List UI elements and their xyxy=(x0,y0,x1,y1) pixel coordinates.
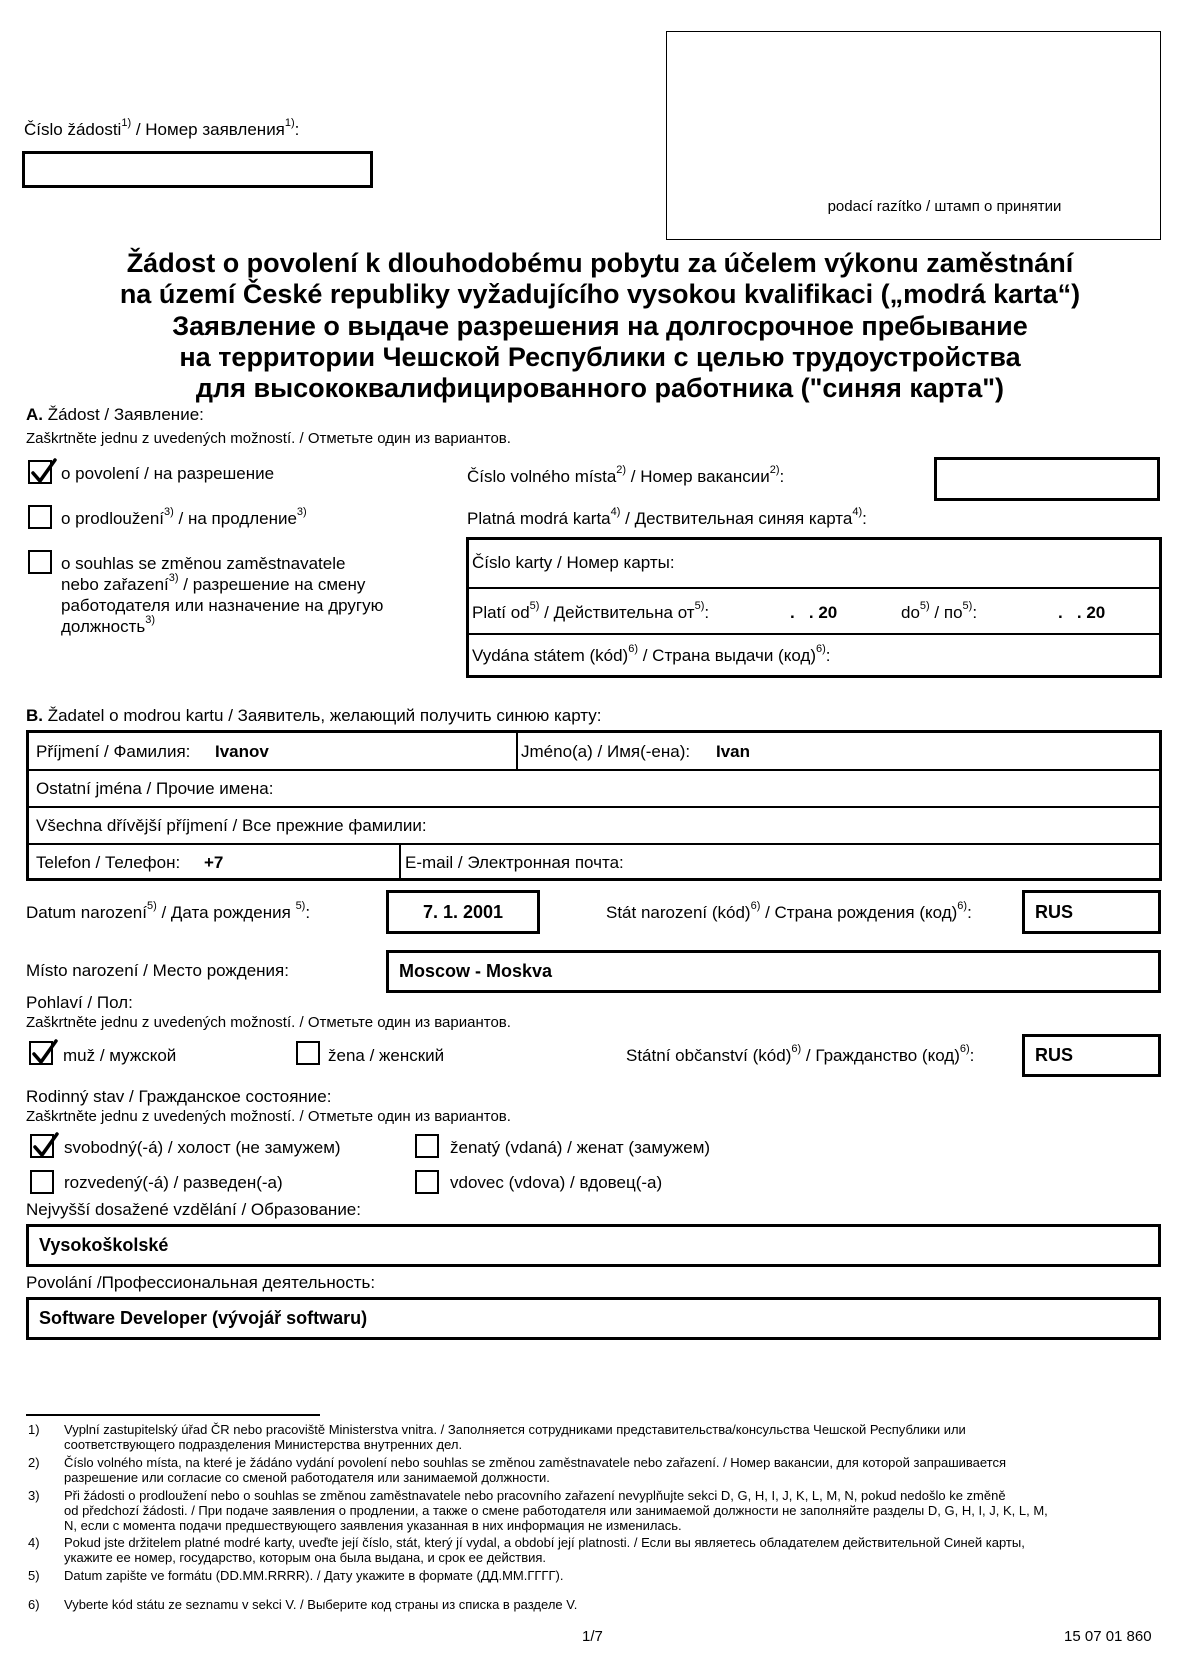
footnote-text: Číslo volného místa, na které je žádáno vydání povolení nebo souhlas se změnou zaměstnavatele nebo zařazení. / Номер вакансии, для которой запрашивается разрешение или согласие со сменой работодателя или занимаемой должности. xyxy=(64,1455,1007,1485)
given-name-label: Jméno(a) / Имя(-ена): xyxy=(521,742,691,761)
marital-single-checkbox[interactable] xyxy=(30,1134,54,1158)
title-ru-line3: для высококвалифицированного работника ("синяя карта") xyxy=(195,373,1005,403)
checkmark-icon xyxy=(29,1037,59,1069)
marital-married-label: ženatý (vdaná) / женат (замужем) xyxy=(450,1138,711,1157)
marital-label: Rodinný stav / Гражданское состояние: xyxy=(26,1087,332,1106)
option-extension-label: o prodloužení$^{3)}$ / на продление$^{3)}$ xyxy=(61,506,307,528)
valid-from-label: Platí $od^{5)}$ / Действительна $от^{5)}$: xyxy=(472,600,710,622)
option-permit-label: o povolení / на разрешение xyxy=(61,464,275,483)
birth-place-field[interactable]: Moscow - Moskva xyxy=(386,950,1161,993)
footnote-text: Datum zapište ve formátu (DD.MM.RRRR). / Дату укажите в формате (ДД.ММ.ГГГГ). xyxy=(64,1568,564,1583)
section-b-heading: B. Žadatel o modrou kartu / Заявитель, желающий получить синюю карту: xyxy=(26,706,602,725)
option-permit-checkbox[interactable] xyxy=(28,460,52,484)
surname-value[interactable]: Ivanov xyxy=(215,742,269,761)
footnote-number: 1) xyxy=(28,1422,40,1437)
valid-to-value[interactable]: . . 20 xyxy=(1058,603,1106,622)
marital-divorced-checkbox[interactable] xyxy=(30,1170,54,1194)
education-label: Nejvyšší dosažené vzdělání / Образование: xyxy=(26,1200,361,1219)
marital-instruction: Zaškrtněte jednu z uvedených možností. / Отметьте один из вариантов. xyxy=(26,1108,511,1125)
other-names-label: Ostatní jména / Прочие имена: xyxy=(36,779,274,798)
request-number-field[interactable] xyxy=(22,151,373,188)
sex-female-checkbox[interactable] xyxy=(296,1041,320,1065)
checkmark-icon xyxy=(28,456,58,488)
given-name-value[interactable]: Ivan xyxy=(716,742,751,761)
section-a-instruction: Zaškrtněte jednu z uvedených možností. / Отметьте один из вариантов. xyxy=(26,430,511,447)
valid-from-value[interactable]: . . 20 xyxy=(790,603,838,622)
footnote-text: Pokud jste držitelem platné modré karty, uveďte její číslo, stát, který jí vydal, a období její platnosti. / Если вы являетесь обладателем действительной Синей карты, укажите ее номер, государство, которым она была выдана, и срок ее действия. xyxy=(64,1535,1025,1565)
sex-female-label: žena / женский xyxy=(328,1046,445,1065)
valid-to-label: $do^{5)} / по^{5)}$: xyxy=(901,600,978,622)
stamp-label: podací razítko / штамп о принятии xyxy=(827,198,1062,215)
marital-divorced-label: rozvedený(-á) / разведен(-а) xyxy=(64,1173,283,1192)
section-a-heading: A. Žádost / Заявление: xyxy=(26,405,204,424)
citizenship-label: Státní občanství (kód)$^{6)}$ / Гражданство (код)$^{6)}$: xyxy=(626,1043,975,1065)
option-extension-checkbox[interactable] xyxy=(28,505,52,529)
birth-place-label: Místo narození / Место рождения: xyxy=(26,961,289,980)
birth-country-field[interactable]: RUS xyxy=(1022,890,1161,934)
phone-value[interactable]: +7 xyxy=(204,853,224,872)
vacancy-field[interactable] xyxy=(934,457,1160,501)
checkmark-icon xyxy=(30,1130,60,1162)
option-employer-change-label: o souhlas se změnou zaměstnavatele nebo zařazení$^{3)}$ / разрешение на смену работодателя или назначение на другую должность$^{3)}$ xyxy=(61,554,384,636)
request-number-label: Číslo žádosti$^{1)}$ / Номер заявления$^{1)}$: xyxy=(24,117,300,139)
sex-male-label: muž / мужской xyxy=(63,1046,177,1065)
marital-single-label: svobodný(-á) / холост (не замужем) xyxy=(64,1138,341,1157)
footnote-divider xyxy=(26,1414,320,1416)
footnote-text: Při žádosti o prodloužení nebo o souhlas se změnou zaměstnavatele nebo pracovního zařazení nevyplňujte sekci D, G, H, I, J, K, L, M, N, pokud nedošlo ke změně od předchozí žádosti. / При подаче заявления о продлении, а также о смене работодателя или занимаемой должности не заполняйте разделы D, G, H, I, J, K, L, M, N, если с момента подачи предшествующего заявления указанная в них информация не изменилась. xyxy=(64,1488,1048,1533)
issued-by-label: Vydána státem (kód)$^{6)}$ / Страна выдачи (код)$^{6)}$: xyxy=(472,643,831,665)
stamp-box xyxy=(666,31,1161,240)
footnote-number: 5) xyxy=(28,1568,40,1583)
title-cz-line2: na území České republiky vyžadujícího vysokou kvalifikaci („modrá karta“) xyxy=(119,279,1081,309)
education-field[interactable]: Vysokoškolské xyxy=(26,1224,1161,1267)
sex-instruction: Zaškrtněte jednu z uvedených možností. / Отметьте один из вариантов. xyxy=(26,1014,511,1031)
previous-surnames-label: Všechna dřívější příjmení / Все прежние фамилии: xyxy=(36,816,427,835)
marital-widowed-checkbox[interactable] xyxy=(415,1170,439,1194)
form-code: 15 07 01 860 xyxy=(1064,1628,1152,1645)
email-label: E-mail / Электронная почта: xyxy=(405,853,624,872)
page-number: 1/7 xyxy=(582,1628,603,1645)
card-number-label: Číslo karty / Номер карты: xyxy=(472,553,675,572)
birth-country-label: Stát narození (kód)$^{6)}$ / Страна рождения (код)$^{6)}$: xyxy=(606,900,972,922)
title-ru-line1: Заявление о выдаче разрешения на долгосрочное пребывание xyxy=(172,311,1028,341)
title-ru-line2: на территории Чешской Республики с целью трудоустройства xyxy=(179,342,1021,372)
footnote-number: 4) xyxy=(28,1535,40,1550)
phone-label: Telefon / Телефон: xyxy=(36,853,181,872)
footnote-number: 3) xyxy=(28,1488,40,1503)
sex-male-checkbox[interactable] xyxy=(29,1041,53,1065)
title-cz-line1: Žádost o povolení k dlouhodobému pobytu za účelem výkonu zaměstnání xyxy=(126,248,1074,278)
footnote-text: Vyberte kód státu ze seznamu v sekci V. / Выберите код страны из списка в разделе V. xyxy=(64,1597,578,1612)
marital-widowed-label: vdovec (vdova) / вдовец(-а) xyxy=(450,1173,663,1192)
footnote-text: Vyplní zastupitelský úřad ČR nebo pracoviště Ministerstva vnitra. / Заполняется сотрудниками представительства/консульства Чешской Республики или соответствующего подразделения Министерства внутренних дел. xyxy=(64,1422,966,1452)
birth-date-label: Datum narození$^{5)}$ / Дата рождения $^{5)}$: xyxy=(26,900,311,922)
footnote-number: 6) xyxy=(28,1597,40,1612)
option-employer-change-checkbox[interactable] xyxy=(28,550,52,574)
occupation-field[interactable]: Software Developer (vývojář softwaru) xyxy=(26,1297,1161,1340)
valid-card-label: Platná modrá karta$^{4)}$ / Дествительная синяя карта$^{4)}$: xyxy=(467,506,867,528)
vacancy-label: Číslo volného místa$^{2)}$ / Номер вакансии$^{2)}$: xyxy=(467,464,785,486)
birth-date-field[interactable]: 7. 1. 2001 xyxy=(386,890,540,934)
surname-label: Příjmení / Фамилия: xyxy=(36,742,191,761)
footnote-number: 2) xyxy=(28,1455,40,1470)
occupation-label: Povolání /Профессиональная деятельность: xyxy=(26,1273,376,1292)
marital-married-checkbox[interactable] xyxy=(415,1134,439,1158)
sex-label: Pohlaví / Пол: xyxy=(26,993,133,1012)
citizenship-field[interactable]: RUS xyxy=(1022,1034,1161,1077)
